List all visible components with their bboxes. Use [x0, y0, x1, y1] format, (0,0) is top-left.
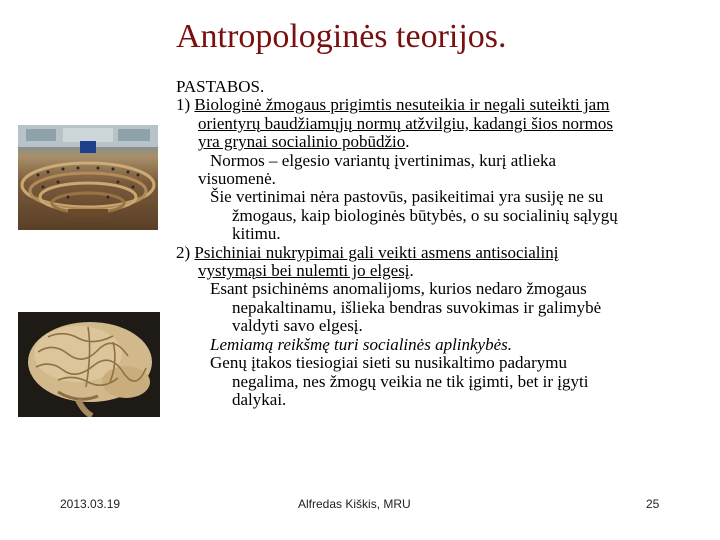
note-1-line-1 [176, 96, 696, 114]
note-1-number: 1) [176, 95, 195, 115]
footer-page-number: 25 [646, 497, 660, 511]
psych-line-3: valdyti savo elgesį. [232, 316, 363, 336]
notes-heading: PASTABOS. [176, 77, 265, 96]
note-1-text-end: yra grynai socialinio pobūdžio [198, 132, 406, 152]
parliament-hall-image [18, 125, 158, 230]
note-2-text-end: vystymąsi bei nulemti jo elgesį [198, 261, 410, 281]
note-2-text: Psichiniai nukrypimai gali veikti asmens antisocialinį [194, 242, 559, 262]
note-1-line-3 [176, 133, 696, 151]
note-2-line-1 [176, 244, 696, 262]
evaluations-line-1: Šie vertinimai nėra pastovūs, pasikeitimai yra susiję ne su [210, 187, 604, 207]
slide-body [176, 78, 696, 409]
psych-line-1: Esant psichinėms anomalijoms, kurios nedaro žmogaus [210, 279, 587, 299]
note-1-period: . [405, 132, 410, 152]
genes-line-3: dalykai. [232, 389, 287, 409]
psych-line-2: nepakaltinamu, išlieka bendras suvokimas ir galimybė [232, 297, 602, 317]
genes-line-1: Genų įtakos tiesiogiai sieti su nusikaltimo padarymu [210, 353, 567, 373]
note-1-line-2: orientyrų baudžiamųjų normų atžvilgiu, kadangi šios normos [198, 113, 614, 133]
norms-line-1: Normos – elgesio variantų įvertinimas, kurį atlieka [210, 150, 557, 170]
note-2-number: 2) [176, 242, 195, 262]
note-1-text: Biologinė žmogaus prigimtis nesuteikia ir negali suteikti jam [194, 95, 610, 115]
evaluations-line-3: kitimu. [232, 224, 281, 244]
slide-title: Antropologinės teorijos. [176, 18, 507, 55]
evaluations-line-2: žmogaus, kaip biologinės būtybės, o su socialinių sąlygų [232, 205, 618, 225]
footer-date: 2013.03.19 [60, 497, 121, 511]
brain-image [18, 312, 160, 417]
note-2-line-2 [176, 262, 696, 280]
note-2-period: . [409, 261, 414, 281]
social-factors-line: Lemiamą reikšmę turi socialinės aplinkybės. [210, 334, 513, 354]
footer-author: Alfredas Kiškis, MRU [298, 497, 411, 511]
norms-line-2: visuomenė. [198, 169, 276, 189]
genes-line-2: negalima, nes žmogų veikia ne tik įgimti, bet ir įgyti [232, 371, 589, 391]
